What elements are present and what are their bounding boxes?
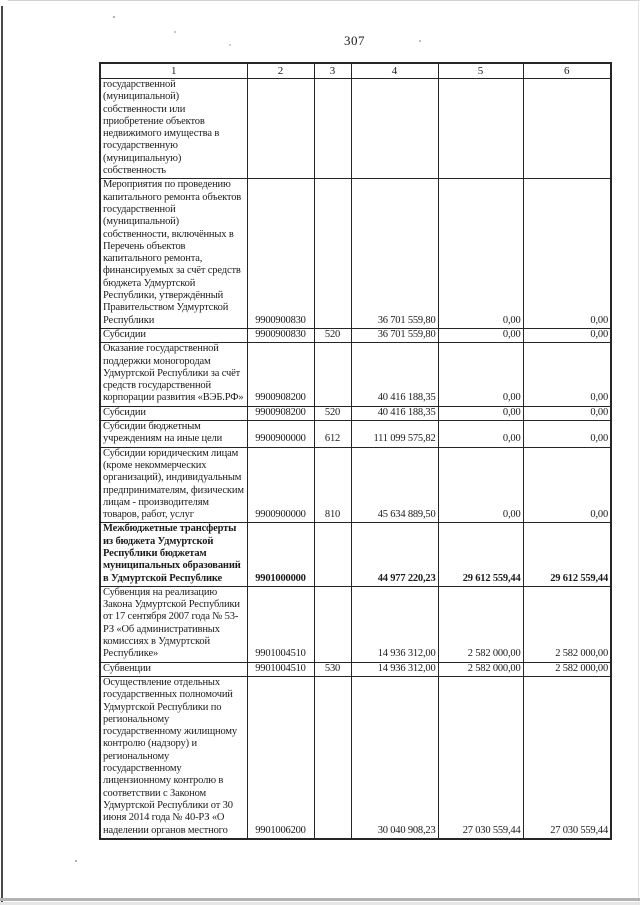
cell-expense-type [314,676,351,838]
cell-amount-year3: 2 582 000,00 [523,586,611,662]
cell-name: Осуществление отдельных государственных полномочий Удмуртской Республики по региональному государственному жилищному контролю (надзору) и региональному государственному лицензионному контролю в соответствии с Законом Удмуртской Республики от 30 июня 2014 года № 40-РЗ «О наделении органов местного [100,676,247,838]
cell-amount-year3: 0,00 [523,406,611,420]
cell-amount-year1 [351,79,438,179]
table-row [100,343,611,406]
cell-amount-year3: 0,00 [523,421,611,448]
column-header-2: 2 [247,63,314,79]
cell-amount-year3: 0,00 [523,179,611,329]
cell-expense-type: 520 [314,328,351,342]
cell-amount-year2: 27 030 559,44 [438,676,523,838]
scan-edge-right [638,0,639,905]
cell-expense-type: 612 [314,421,351,448]
column-header-6: 6 [523,63,611,79]
cell-amount-year2: 2 582 000,00 [438,586,523,662]
cell-amount-year1: 36 701 559,80 [351,328,438,342]
table-row [100,406,611,420]
cell-amount-year3: 2 582 000,00 [523,662,611,676]
cell-code: 9901000000 [247,523,314,586]
cell-name: Субсидии бюджетным учреждениям на иные цели [100,421,247,448]
table-row [100,447,611,523]
noise-speck [75,860,77,862]
cell-code: 9901004510 [247,662,314,676]
cell-code: 9900908200 [247,343,314,406]
cell-code: 9900900000 [247,447,314,523]
cell-name: Субсидии [100,328,247,342]
cell-code: 9900900830 [247,179,314,329]
cell-amount-year2: 0,00 [438,179,523,329]
table-row [100,421,611,448]
cell-code: 9900900000 [247,421,314,448]
cell-expense-type: 810 [314,447,351,523]
cell-code: 9901004510 [247,586,314,662]
table-row-subtotal [100,523,611,586]
cell-amount-year2: 2 582 000,00 [438,662,523,676]
scan-edge-left [1,6,3,903]
cell-expense-type: 520 [314,406,351,420]
table-row [100,586,611,662]
column-header-4: 4 [351,63,438,79]
page-number: 307 [344,33,365,48]
cell-expense-type [314,523,351,586]
cell-amount-year2: 29 612 559,44 [438,523,523,586]
table-row [100,662,611,676]
table-row [100,328,611,342]
cell-name: Субсидии юридическим лицам (кроме некоммерческих организаций), индивидуальным предпринимателям, физическим лицам - производителям товаров, работ, услуг [100,447,247,523]
column-header-5: 5 [438,63,523,79]
noise-speck [113,16,115,18]
cell-name: Субвенция на реализацию Закона Удмуртской Республики от 17 сентября 2007 года № 53-РЗ «Об административных комиссиях в Удмуртской Республике» [100,586,247,662]
cell-expense-type: 530 [314,662,351,676]
cell-amount-year3: 29 612 559,44 [523,523,611,586]
table-header-row [100,63,611,79]
column-header-3: 3 [314,63,351,79]
cell-expense-type [314,343,351,406]
cell-amount-year1: 45 634 889,50 [351,447,438,523]
cell-amount-year2 [438,79,523,179]
cell-name: государственной (муниципальной) собственности или приобретение объектов недвижимого имущества в государственную (муниципальную) собственность [100,79,247,179]
cell-amount-year3: 0,00 [523,447,611,523]
cell-amount-year2: 0,00 [438,421,523,448]
scan-edge-bottom [0,898,640,901]
cell-amount-year1: 44 977 220,23 [351,523,438,586]
cell-amount-year1: 14 936 312,00 [351,662,438,676]
cell-amount-year1: 36 701 559,80 [351,179,438,329]
cell-amount-year2: 0,00 [438,328,523,342]
cell-expense-type [314,586,351,662]
cell-amount-year3: 0,00 [523,343,611,406]
cell-code: 9901006200 [247,676,314,838]
cell-amount-year1: 14 936 312,00 [351,586,438,662]
cell-expense-type [314,79,351,179]
cell-code [247,79,314,179]
scan-edge-top [8,0,640,1]
cell-amount-year1: 30 040 908,23 [351,676,438,838]
table-row [100,179,611,329]
cell-amount-year1: 40 416 188,35 [351,343,438,406]
cell-name: Межбюджетные трансферты из бюджета Удмуртской Республики бюджетам муниципальных образований в Удмуртской Республике [100,523,247,586]
cell-amount-year2: 0,00 [438,406,523,420]
budget-allocations-table [99,62,612,840]
cell-name: Мероприятия по проведению капитального ремонта объектов государственной (муниципальной) собственности, включённых в Перечень объектов капитального ремонта, финансируемых за счёт средств бюджета Удмуртской Республики, утверждённый Правительством Удмуртской Республики [100,179,247,329]
cell-amount-year3 [523,79,611,179]
cell-amount-year3: 27 030 559,44 [523,676,611,838]
cell-amount-year1: 40 416 188,35 [351,406,438,420]
cell-name: Субвенции [100,662,247,676]
cell-code: 9900900830 [247,328,314,342]
cell-code: 9900908200 [247,406,314,420]
cell-amount-year2: 0,00 [438,343,523,406]
cell-amount-year3: 0,00 [523,328,611,342]
column-header-1: 1 [100,63,247,79]
cell-name: Субсидии [100,406,247,420]
cell-name: Оказание государственной поддержки моногородам Удмуртской Республики за счёт средств государственной корпорации развития «ВЭБ.РФ» [100,343,247,406]
table-row [100,676,611,838]
cell-amount-year1: 111 099 575,82 [351,421,438,448]
table-row [100,79,611,179]
cell-amount-year2: 0,00 [438,447,523,523]
cell-expense-type [314,179,351,329]
